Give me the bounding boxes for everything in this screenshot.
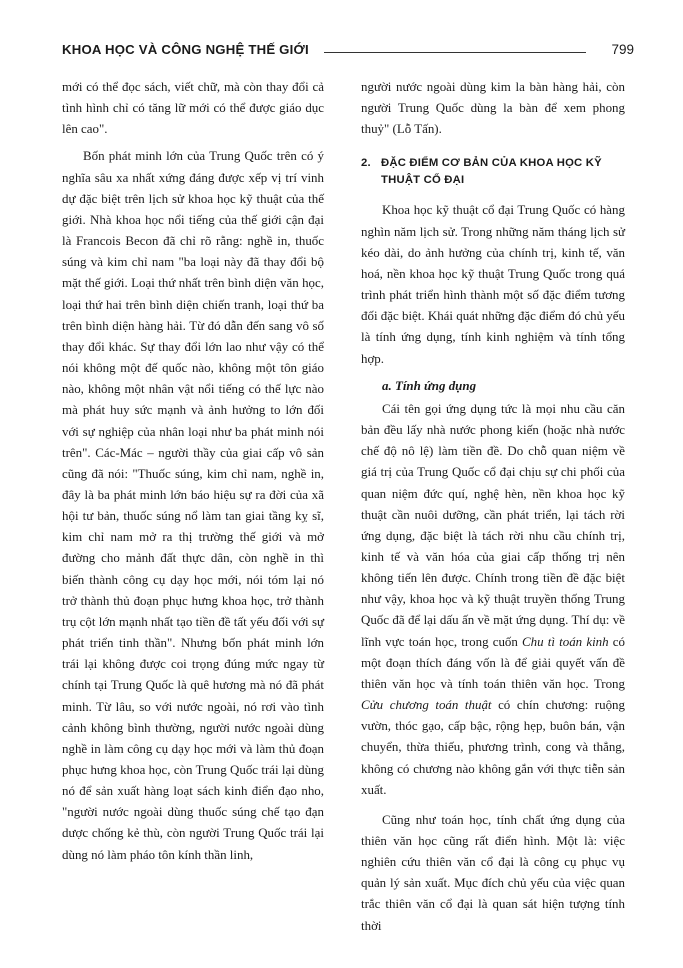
astronomy-paragraph: Cũng như toán học, tính chất ứng dụng của thiên văn học cũng rất điển hình. Một là: việc nghiên cứu thiên văn cổ đại là công cụ phục vụ quản lý sản xuất. Mục đích chủ yếu của việc quan trắc thiên văn cổ đại là quan sát hiện tượng tính thời xyxy=(361,811,625,933)
left-paragraph-continued: mới có thể đọc sách, viết chữ, mà còn thay đổi cả tình hình chỉ có tăng lữ mới có thể được giáo dục lên cao". xyxy=(62,79,324,137)
paragraph-text: Cái tên gọi ứng dụng tức là mọi nhu cầu căn bản đều lấy nhà nước phong kiến (hoặc nhà nước chế độ nô lệ) làm tiền đề. Do chỗ quan niệm về giá trị của Trung Quốc cổ đại chịu sự chi phối của quan niệm đức quí, nghệ hèn, nền khoa học kỹ thuật cần nuôi dưỡng, cần phát triển, lại tách rời ứng dụng, đặc biệt là tách rời nhu cầu chính trị, kinh tế và văn hóa của giai cấp thống trị nên không tiến lên được. Chính trong tiền đề đặc biệt như vậy, khoa học và kỹ thuật truyền thống Trung Quốc đã để lại dấu ấn về mặt ứng dụng. Thí dụ: về lĩnh vực toán học, trong cuốn xyxy=(361,400,625,649)
left-column xyxy=(62,76,324,865)
subsection-heading: a. Tính ứng dụng xyxy=(382,377,477,393)
book-title-chu-ti: Chu tì toán kinh xyxy=(522,633,609,649)
left-paragraph-four-inventions: Bốn phát minh lớn của Trung Quốc trên có ý nghĩa sâu xa nhất xứng đáng được xếp vị trí vinh dự đặc biệt trên lịch sử khoa học kỹ thuật của thế giới. Nhà khoa học nổi tiếng của thế giới cận đại là Francois Becon đã chỉ rõ rằng: nghề in, thuốc súng và kim chỉ nam "ba loại này đã thay đổi bộ mặt thế giới. Loại thứ nhất trên bình diện văn học, loại thứ hai trên bình diện chiến tranh, loại thứ ba trên bình diện hàng hải. Từ đó dẫn đến sang vô số thay đổi khác. Sự thay đổi lớn lao như vậy có thể nói không một đế quốc nào, không một tôn giáo nào, không một nhân vật nổi tiếng có thế lực nào mà phát huy sức mạnh và ảnh hưởng to lớn đối với sự nghiệp của nhân loại như ba phát minh nói trên". Các-Mác – người thầy của giai cấp vô sản cũng đã nói: "Thuốc súng, kim chỉ nam, nghề in, đây là ba phát minh lớn báo hiệu sự ra đời của xã hội tư bản, thuốc súng nổ làm tan giai tầng kỵ sĩ, kim chỉ nam mở ra thị trường thế giới và mở đường cho mảnh đất thực dân, còn nghề in thì biến thành công cụ dạy học mới, nói tóm lại nó trở thành thủ đoạn phục hưng khoa học, trở thành trụ cột lớn mạnh nhất tạo tiền đề tất yếu đối với sự phát triển tinh thần". Nhưng bốn phát minh lớn trái lại không được coi trọng đúng mức ngay từ chính tại Trung Quốc là quê hương mà nó đã phát minh. Từ lâu, so với nước ngoài, nó rơi vào tình cảnh không bình thường, người nước ngoài dùng nghề in làm công cụ dạy học mới và làm thủ đoạn phục hưng khoa học, còn Trung Quốc trái lại dùng nó để sản xuất hàng loạt sách kinh điển đạo nho, "người nước ngoài dùng thuốc súng chế tạo đạn dược chống kẻ thù, còn người Trung Quốc trái lại dùng nó làm pháo tôn kính thần linh, xyxy=(62,148,324,862)
header-title: KHOA HỌC VÀ CÔNG NGHỆ THẾ GIỚI xyxy=(62,42,309,57)
right-column xyxy=(361,76,625,936)
section-intro-paragraph: Khoa học kỹ thuật cổ đại Trung Quốc có hàng nghìn năm lịch sử. Trong những năm tháng lịch sử kéo dài, do ảnh hưởng của chính trị, kinh tế, văn hoá, nền khoa học kỹ thuật Trung Quốc trong quá trình phát triển hình thành một số đặc điểm tương đối đặc biệt. Khái quát những đặc điểm đó chủ yếu là tính ứng dụng, tính kinh nghiệm và tính tổng hợp. xyxy=(361,202,625,366)
header-rule xyxy=(324,52,586,53)
section-number: 2. xyxy=(361,157,371,170)
applied-nature-paragraph xyxy=(361,398,625,800)
paragraph-text: có một đoạn thích đáng vốn là để giải quyết vấn đề thiên văn học và tính toán thiên văn học. Trong xyxy=(361,633,625,691)
running-header xyxy=(62,40,634,62)
paragraph-text: có chín chương: ruộng vườn, thóc gạo, cấp bậc, rộng hẹp, buôn bán, vận chuyển, thừa thiếu, phương trình, cong và thẳng, không có chương nào không gắn với thực tiễn sản xuất. xyxy=(361,697,625,797)
section-heading xyxy=(361,155,625,189)
page-number: 799 xyxy=(611,42,634,57)
book-title-cuu-chuong: Cửu chương toán thuật xyxy=(361,697,492,713)
right-paragraph-continued: người nước ngoài dùng kim la bàn hàng hải, còn người Trung Quốc dùng la bàn để xem phong thuỷ" (Lỗ Tấn). xyxy=(361,79,625,137)
section-title: ĐẶC ĐIỂM CƠ BẢN CỦA KHOA HỌC KỸ THUẬT CỔ ĐẠI xyxy=(381,157,602,187)
